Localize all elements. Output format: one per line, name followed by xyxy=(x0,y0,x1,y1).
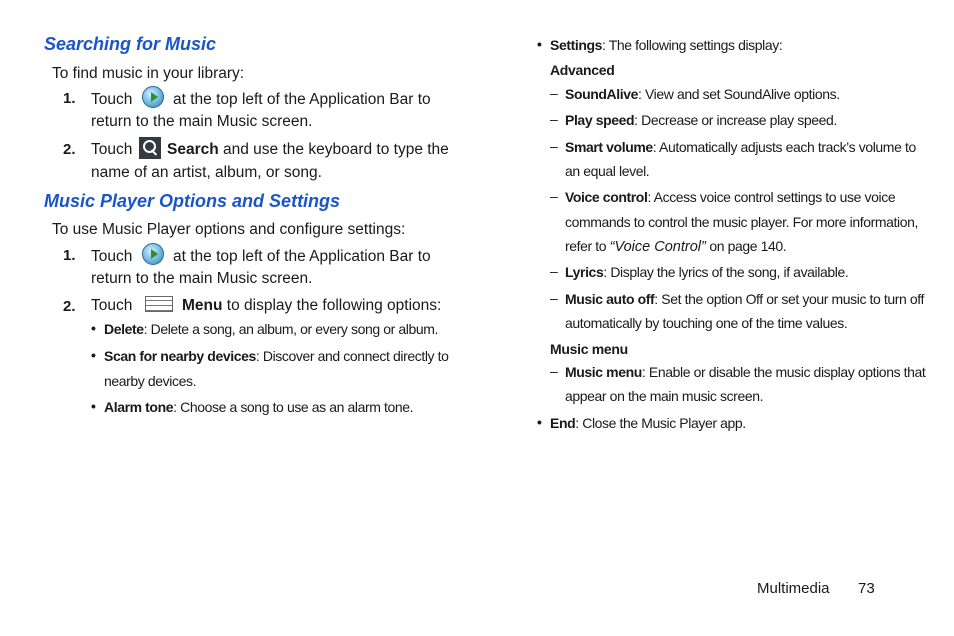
bullet-glyph: • xyxy=(91,320,96,336)
dash-glyph: – xyxy=(550,290,558,306)
setting-voice-control: Voice control: Access voice control settings to use voice xyxy=(565,189,896,205)
setting-continuation: an equal level. xyxy=(565,163,650,179)
bullet-glyph: • xyxy=(537,36,542,52)
menu-label: Menu xyxy=(182,297,223,314)
touch-word: Touch xyxy=(91,91,133,108)
setting-continuation: refer to “Voice Control” on page 140. xyxy=(565,238,787,255)
step-number: 2. xyxy=(63,298,76,315)
heading-music-player-options: Music Player Options and Settings xyxy=(44,191,341,211)
option-delete: Delete: Delete a song, an album, or every song or album. xyxy=(104,321,439,337)
setting-continuation: commands to control the music player. For more information, xyxy=(565,214,918,230)
step-continuation: return to the main Music screen. xyxy=(91,113,313,130)
advanced-heading: Advanced xyxy=(550,62,615,78)
step-continuation: return to the main Music screen. xyxy=(91,270,313,287)
setting-music-menu: Music menu: Enable or disable the music display options that xyxy=(565,364,926,380)
intro-text: To find music in your library: xyxy=(52,65,245,82)
heading-searching-for-music: Searching for Music xyxy=(44,34,217,54)
step-text xyxy=(91,137,449,162)
setting-continuation: appear on the main music screen. xyxy=(565,388,764,404)
page-number: 73 xyxy=(858,580,875,597)
search-label: Search xyxy=(167,141,219,158)
footer-section: Multimedia xyxy=(757,580,830,597)
setting-soundalive: SoundAlive: View and set SoundAlive options. xyxy=(565,86,840,102)
setting-continuation: automatically by touching one of the time values. xyxy=(565,315,848,331)
step-number: 1. xyxy=(63,90,76,107)
bullet-glyph: • xyxy=(91,398,96,414)
step-desc: and use the keyboard to type the xyxy=(223,141,449,158)
option-scan-nearby: Scan for nearby devices: Discover and connect directly to xyxy=(104,348,449,364)
option-alarm-tone: Alarm tone: Choose a song to use as an alarm tone. xyxy=(104,399,414,415)
step-desc: at the top left of the Application Bar to xyxy=(173,91,431,108)
step-text xyxy=(91,294,441,318)
step-desc: to display the following options: xyxy=(226,297,442,314)
dash-glyph: – xyxy=(550,188,558,204)
menu-icon xyxy=(145,296,173,312)
option-continuation: nearby devices. xyxy=(104,373,197,389)
step-number: 1. xyxy=(63,247,76,264)
touch-word: Touch xyxy=(91,297,133,314)
end-item: End: Close the Music Player app. xyxy=(550,415,746,431)
touch-word: Touch xyxy=(91,141,133,158)
bullet-glyph: • xyxy=(537,414,542,430)
setting-music-auto-off: Music auto off: Set the option Off or set your music to turn off xyxy=(565,291,925,307)
setting-play-speed: Play speed: Decrease or increase play speed. xyxy=(565,112,837,128)
music-app-icon xyxy=(142,243,164,265)
voice-control-link[interactable]: “Voice Control” xyxy=(609,239,706,255)
touch-word: Touch xyxy=(91,248,133,265)
bullet-glyph: • xyxy=(91,347,96,363)
setting-smart-volume: Smart volume: Automatically adjusts each track’s volume to xyxy=(565,139,916,155)
intro-text: To use Music Player options and configure settings: xyxy=(52,221,406,238)
music-app-icon xyxy=(142,86,164,108)
dash-glyph: – xyxy=(550,85,558,101)
dash-glyph: – xyxy=(550,138,558,154)
dash-glyph: – xyxy=(550,263,558,279)
step-text xyxy=(91,243,431,269)
dash-glyph: – xyxy=(550,111,558,127)
step-continuation: name of an artist, album, or song. xyxy=(91,164,322,181)
settings-item: Settings: The following settings display: xyxy=(550,37,783,53)
setting-lyrics: Lyrics: Display the lyrics of the song, if available. xyxy=(565,264,849,280)
music-menu-heading: Music menu xyxy=(550,341,628,357)
step-desc: at the top left of the Application Bar to xyxy=(173,248,431,265)
step-text xyxy=(91,86,431,112)
dash-glyph: – xyxy=(550,363,558,379)
step-number: 2. xyxy=(63,141,76,158)
search-icon xyxy=(139,137,161,159)
